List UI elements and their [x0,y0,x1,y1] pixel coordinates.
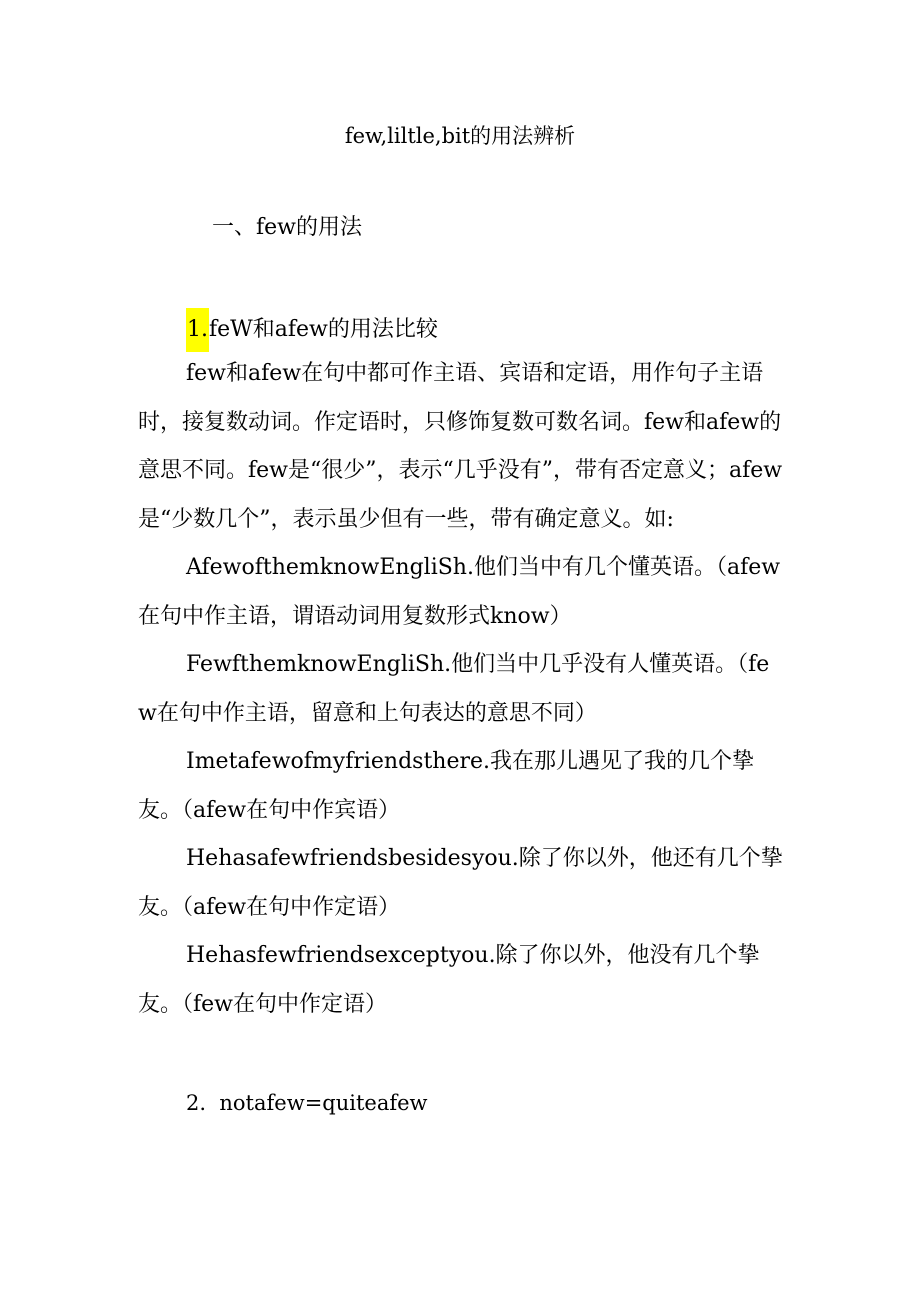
example-paragraph: Hehasafewfriendsbesidesyou.除了你以外，他还有几个挚友。（afew在句中作定语） [138,846,783,920]
subheading-text: feW和afew的用法比较 [209,317,438,342]
subheading-not-a-few: 2. notafew=quiteafew [186,1091,428,1115]
body-text [138,350,788,1029]
highlighted-number: 1. [186,308,209,352]
example-paragraph: Hehasfewfriendsexceptyou.除了你以外，他没有几个挚友。（few在句中作定语） [138,943,760,1017]
paragraph-explanation: few和afew在句中都可作主语、宾语和定语，用作句子主语时，接复数动词。作定语时，只修饰复数可数名词。few和afew的意思不同。few是“很少”，表示“几乎没有”，带有否定意义；afew是“少数几个”，表示虽少但有一些，带有确定意义。如: [138,361,783,532]
subheading-comparison [186,308,438,352]
document-title: few,liltle,bit的用法辨析 [344,124,576,148]
example-paragraph: FewfthemknowEngliSh.他们当中几乎没有人懂英语。（few在句中作主语，留意和上句表达的意思不同） [138,652,770,726]
section-heading-few: 一、few的用法 [212,215,362,240]
example-paragraph: AfewofthemknowEngliSh.他们当中有几个懂英语。（afew在句中作主语，谓语动词用复数形式know） [138,555,781,629]
example-paragraph: Imetafewofmyfriendsthere.我在那儿遇见了我的几个挚友。（afew在句中作宾语） [138,749,755,823]
